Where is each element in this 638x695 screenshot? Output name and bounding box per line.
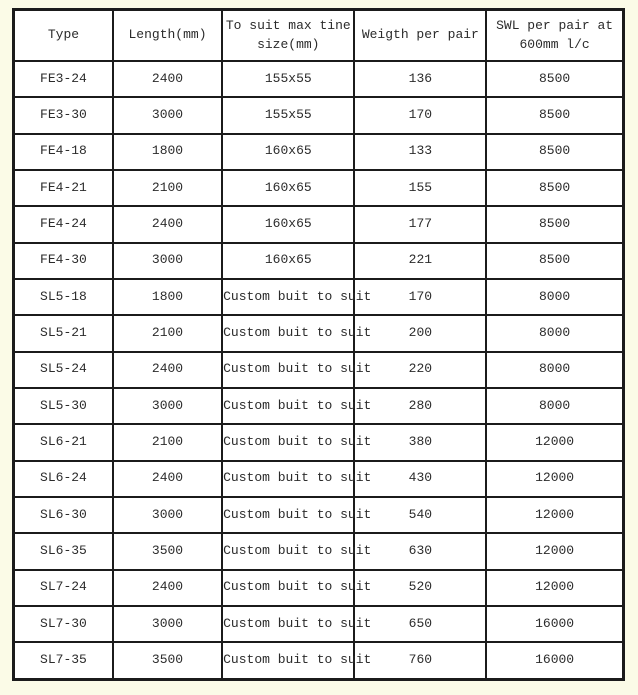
cell-type: SL7-24: [14, 570, 113, 606]
cell-weight: 177: [354, 206, 486, 242]
cell-weight: 170: [354, 279, 486, 315]
cell-tine_size: 155x55: [222, 97, 354, 133]
cell-type: FE3-30: [14, 97, 113, 133]
cell-weight: 221: [354, 243, 486, 279]
cell-swl: 8000: [486, 315, 623, 351]
cell-swl: 8500: [486, 206, 623, 242]
table-body: [14, 61, 624, 680]
cell-swl: 12000: [486, 533, 623, 569]
cell-length: 3500: [113, 533, 222, 569]
fork-spec-table: [12, 8, 625, 681]
cell-swl: 8000: [486, 352, 623, 388]
cell-length: 2400: [113, 461, 222, 497]
cell-tine_size: Custom buit to suit: [222, 279, 354, 315]
cell-tine_size: 160x65: [222, 206, 354, 242]
cell-length: 1800: [113, 134, 222, 170]
cell-swl: 8500: [486, 134, 623, 170]
table-row-SL6-30: [14, 497, 624, 533]
cell-swl: 8000: [486, 279, 623, 315]
cell-swl: 12000: [486, 424, 623, 460]
cell-tine_size: 160x65: [222, 243, 354, 279]
cell-weight: 200: [354, 315, 486, 351]
table-row-SL5-18: [14, 279, 624, 315]
cell-tine_size: Custom buit to suit: [222, 315, 354, 351]
cell-weight: 430: [354, 461, 486, 497]
table-row-FE4-30: [14, 243, 624, 279]
cell-type: FE3-24: [14, 61, 113, 97]
cell-weight: 133: [354, 134, 486, 170]
cell-swl: 8500: [486, 170, 623, 206]
cell-tine_size: Custom buit to suit: [222, 642, 354, 679]
table-row-SL6-24: [14, 461, 624, 497]
table-row-SL5-24: [14, 352, 624, 388]
cell-length: 3000: [113, 388, 222, 424]
cell-weight: 540: [354, 497, 486, 533]
cell-weight: 650: [354, 606, 486, 642]
cell-tine_size: Custom buit to suit: [222, 570, 354, 606]
table-row-FE3-24: [14, 61, 624, 97]
table-row-FE4-18: [14, 134, 624, 170]
cell-type: SL5-24: [14, 352, 113, 388]
cell-weight: 520: [354, 570, 486, 606]
cell-weight: 155: [354, 170, 486, 206]
cell-weight: 170: [354, 97, 486, 133]
cell-swl: 12000: [486, 570, 623, 606]
cell-type: SL5-18: [14, 279, 113, 315]
cell-length: 1800: [113, 279, 222, 315]
cell-swl: 8000: [486, 388, 623, 424]
table-row-FE4-21: [14, 170, 624, 206]
cell-weight: 630: [354, 533, 486, 569]
cell-type: SL5-30: [14, 388, 113, 424]
cell-swl: 16000: [486, 642, 623, 679]
cell-length: 2100: [113, 315, 222, 351]
cell-tine_size: Custom buit to suit: [222, 606, 354, 642]
cell-length: 2400: [113, 570, 222, 606]
cell-tine_size: 160x65: [222, 170, 354, 206]
cell-type: SL6-30: [14, 497, 113, 533]
table-row-FE4-24: [14, 206, 624, 242]
cell-tine_size: Custom buit to suit: [222, 352, 354, 388]
cell-type: SL7-30: [14, 606, 113, 642]
table-row-SL7-24: [14, 570, 624, 606]
header-row: [14, 10, 624, 62]
cell-type: SL6-24: [14, 461, 113, 497]
table-row-FE3-30: [14, 97, 624, 133]
cell-type: FE4-24: [14, 206, 113, 242]
table-row-SL5-21: [14, 315, 624, 351]
cell-length: 2100: [113, 424, 222, 460]
cell-type: SL6-35: [14, 533, 113, 569]
cell-tine_size: Custom buit to suit: [222, 533, 354, 569]
column-header-type: Type: [14, 10, 113, 62]
cell-length: 3000: [113, 497, 222, 533]
cell-swl: 12000: [486, 461, 623, 497]
cell-tine_size: 155x55: [222, 61, 354, 97]
cell-length: 2400: [113, 61, 222, 97]
cell-type: FE4-30: [14, 243, 113, 279]
cell-tine_size: 160x65: [222, 134, 354, 170]
cell-swl: 8500: [486, 61, 623, 97]
cell-length: 3500: [113, 642, 222, 679]
column-header-swl: SWL per pair at 600mm l/c: [486, 10, 623, 62]
cell-type: SL5-21: [14, 315, 113, 351]
cell-tine_size: Custom buit to suit: [222, 461, 354, 497]
table-row-SL6-21: [14, 424, 624, 460]
cell-weight: 380: [354, 424, 486, 460]
cell-length: 3000: [113, 97, 222, 133]
table-row-SL7-30: [14, 606, 624, 642]
cell-type: FE4-18: [14, 134, 113, 170]
table-row-SL5-30: [14, 388, 624, 424]
cell-length: 2400: [113, 206, 222, 242]
cell-weight: 136: [354, 61, 486, 97]
cell-weight: 760: [354, 642, 486, 679]
cell-length: 3000: [113, 606, 222, 642]
cell-tine_size: Custom buit to suit: [222, 388, 354, 424]
table-row-SL6-35: [14, 533, 624, 569]
column-header-tine_size: To suit max tine size(mm): [222, 10, 354, 62]
cell-type: FE4-21: [14, 170, 113, 206]
cell-tine_size: Custom buit to suit: [222, 497, 354, 533]
column-header-length: Length(mm): [113, 10, 222, 62]
cell-weight: 220: [354, 352, 486, 388]
cell-swl: 12000: [486, 497, 623, 533]
cell-type: SL7-35: [14, 642, 113, 679]
table-row-SL7-35: [14, 642, 624, 679]
cell-swl: 8500: [486, 243, 623, 279]
cell-tine_size: Custom buit to suit: [222, 424, 354, 460]
cell-type: SL6-21: [14, 424, 113, 460]
cell-length: 2400: [113, 352, 222, 388]
cell-weight: 280: [354, 388, 486, 424]
column-header-weight: Weigth per pair: [354, 10, 486, 62]
cell-swl: 8500: [486, 97, 623, 133]
table-header: [14, 10, 624, 62]
cell-swl: 16000: [486, 606, 623, 642]
cell-length: 3000: [113, 243, 222, 279]
cell-length: 2100: [113, 170, 222, 206]
